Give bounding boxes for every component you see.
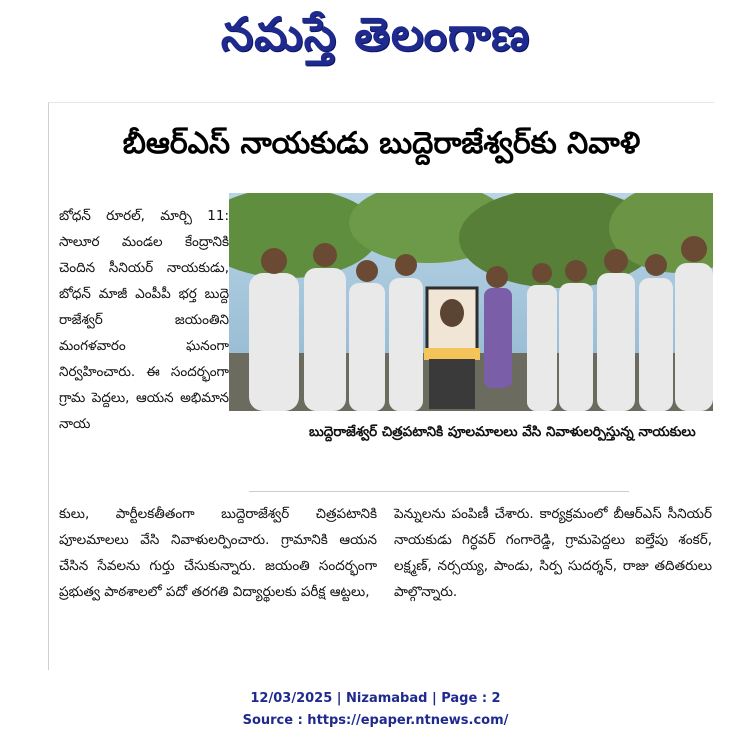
- caption-divider: [249, 491, 629, 492]
- masthead-title: నమస్తే తెలంగాణ: [220, 7, 531, 61]
- page-footer: [0, 688, 751, 732]
- article-clipping: [48, 102, 714, 670]
- masthead: [0, 0, 751, 80]
- article-headline: బీఆర్ఎస్ నాయకుడు బుద్దెరాజేశ్వర్‌కు నివాళి: [122, 126, 641, 161]
- photo-caption: బుద్దెరాజేశ్వర్ చిత్రపటానికి పూలమాలలు వేసి నివాళులర్పిస్తున్న నాయకులు: [309, 424, 696, 440]
- article-photo: [229, 193, 713, 411]
- article-intro-column: బోధన్ రూరల్, మార్చి 11: సాలూర మండల కేంద్రానికి చెందిన సీనియర్ నాయకుడు, బోధన్ మాజీ ఎంపీపీ భర్త బుద్దె రాజేశ్వర్ జయంతిని మంగళవారం ఘనంగా నిర్వహించారు. ఈ సందర్భంగా గ్రామ పెద్దలు, ఆయన అభిమాన నాయ: [59, 208, 229, 432]
- footer-date-line: 12/03/2025 | Nizamabad | Page : 2: [250, 691, 501, 706]
- footer-source-line: Source : https://epaper.ntnews.com/: [242, 713, 509, 728]
- article-body-right-column: పెన్నులను పంపిణీ చేశారు. కార్యక్రమంలో బీఆర్ఎస్ సీనియర్ నాయకుడు గిర్ధవర్ గంగారెడ్డి, గ్రామపెద్దలు ఐల్తేపు శంకర్, లక్ష్మణ్, నర్సయ్య, పాండు, సిర్ప సుదర్శన్, రాజు తదితరులు పాల్గొన్నారు.: [394, 506, 712, 600]
- article-body-left-column: కులు, పార్టీలకతీతంగా బుద్దెరాజేశ్వర్ చిత్రపటానికి పూలమాలలు వేసి నివాళులర్పించారు. గ్రామానికి ఆయన చేసిన సేవలను గుర్తు చేసుకున్నారు. జయంతి సందర్భంగా ప్రభుత్వ పాఠశాలలో పదో తరగతి విద్యార్థులకు పరీక్ష ఆట్టలు,: [59, 506, 377, 600]
